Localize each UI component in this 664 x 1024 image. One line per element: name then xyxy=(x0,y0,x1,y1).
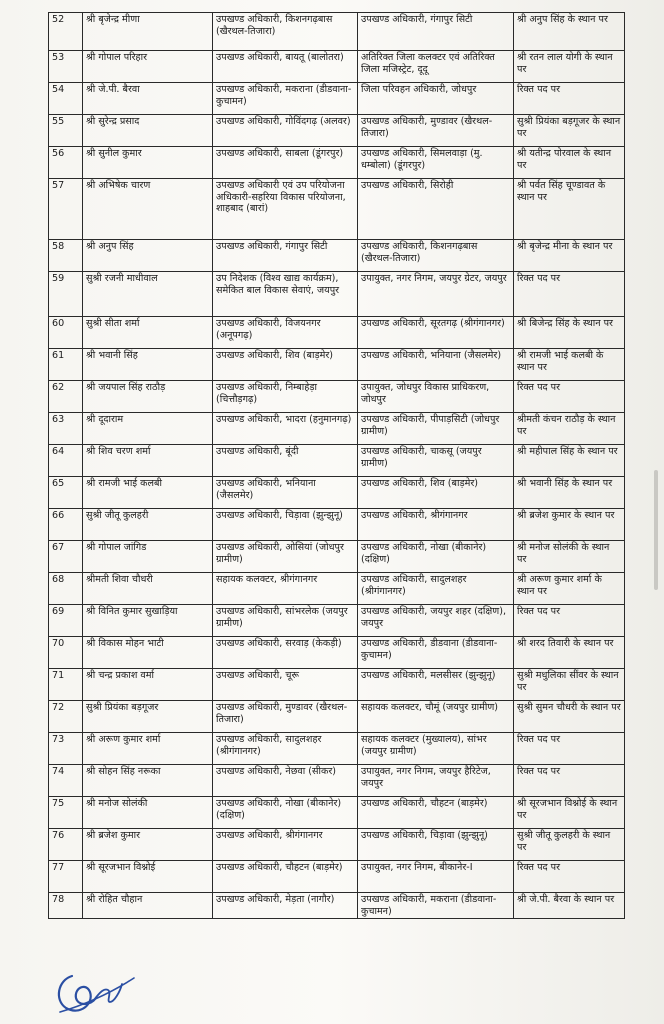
table-row xyxy=(49,317,625,349)
serial-number-cell: 75 xyxy=(49,797,83,829)
officer-name-cell: श्री बृजेन्द्र मीणा xyxy=(83,13,213,51)
officer-name-cell: श्रीमती शिवा चौधरी xyxy=(83,573,213,605)
current-posting-cell: उपखण्ड अधिकारी, गोविंदगढ़ (अलवर) xyxy=(213,115,358,147)
serial-number-cell: 54 xyxy=(49,83,83,115)
officer-name-cell: श्री सूरजभान विश्नोई xyxy=(83,861,213,893)
current-posting-cell: उपखण्ड अधिकारी, सांभरलेक (जयपुर ग्रामीण) xyxy=(213,605,358,637)
table-row xyxy=(49,115,625,147)
new-posting-cell: उपखण्ड अधिकारी, शिव (बाड़मेर) xyxy=(358,477,514,509)
remark-cell: श्री जे.पी. बैरवा के स्थान पर xyxy=(514,893,625,919)
remark-cell: रिक्त पद पर xyxy=(514,83,625,115)
serial-number-cell: 71 xyxy=(49,669,83,701)
remark-cell: श्री भवानी सिंह के स्थान पर xyxy=(514,477,625,509)
current-posting-cell: उपखण्ड अधिकारी, शिव (बाड़मेर) xyxy=(213,349,358,381)
remark-cell: श्री मनोज सोलंकी के स्थान पर xyxy=(514,541,625,573)
officer-name-cell: श्री भवानी सिंह xyxy=(83,349,213,381)
officer-name-cell: श्री अरूण कुमार शर्मा xyxy=(83,733,213,765)
current-posting-cell: उपखण्ड अधिकारी, मेड़ता (नागौर) xyxy=(213,893,358,919)
officer-name-cell: श्री सुरेन्द्र प्रसाद xyxy=(83,115,213,147)
serial-number-cell: 74 xyxy=(49,765,83,797)
table-row xyxy=(49,605,625,637)
serial-number-cell: 70 xyxy=(49,637,83,669)
current-posting-cell: उपखण्ड अधिकारी, गंगापुर सिटी xyxy=(213,240,358,272)
table-body xyxy=(49,13,625,919)
officer-name-cell: श्री दूदाराम xyxy=(83,413,213,445)
serial-number-cell: 77 xyxy=(49,861,83,893)
table-row xyxy=(49,637,625,669)
current-posting-cell: उपखण्ड अधिकारी, मुण्डावर (खैरथल-तिजारा) xyxy=(213,701,358,733)
new-posting-cell: उपखण्ड अधिकारी, श्रीगंगानगर xyxy=(358,509,514,541)
new-posting-cell: उपायुक्त, नगर निगम, जयपुर ग्रेटर, जयपुर xyxy=(358,272,514,317)
serial-number-cell: 52 xyxy=(49,13,83,51)
table-row xyxy=(49,445,625,477)
table-row xyxy=(49,861,625,893)
serial-number-cell: 64 xyxy=(49,445,83,477)
remark-cell: श्री बृजेन्द्र मीना के स्थान पर xyxy=(514,240,625,272)
serial-number-cell: 72 xyxy=(49,701,83,733)
new-posting-cell: उपखण्ड अधिकारी, चाकसू (जयपुर ग्रामीण) xyxy=(358,445,514,477)
table-row xyxy=(49,240,625,272)
remark-cell: श्री अरूण कुमार शर्मा के स्थान पर xyxy=(514,573,625,605)
current-posting-cell: उपखण्ड अधिकारी एवं उप परियोजना अधिकारी-सहरिया विकास परियोजना, शाहबाद (बारां) xyxy=(213,179,358,240)
remark-cell: श्री अनुप सिंह के स्थान पर xyxy=(514,13,625,51)
current-posting-cell: उपखण्ड अधिकारी, चूरू xyxy=(213,669,358,701)
remark-cell: श्री रतन लाल योगी के स्थान पर xyxy=(514,51,625,83)
new-posting-cell: उपखण्ड अधिकारी, नोखा (बीकानेर) (दक्षिण) xyxy=(358,541,514,573)
new-posting-cell: उपखण्ड अधिकारी, सूरतगढ़ (श्रीगंगानगर) xyxy=(358,317,514,349)
officer-name-cell: सुश्री प्रियंका बड़गूजर xyxy=(83,701,213,733)
officer-name-cell: श्री अभिषेक चारण xyxy=(83,179,213,240)
new-posting-cell: सहायक कलक्टर (मुख्यालय), सांभर (जयपुर ग्रामीण) xyxy=(358,733,514,765)
remark-cell: श्रीमती कंचन राठौड़ के स्थान पर xyxy=(514,413,625,445)
current-posting-cell: उपखण्ड अधिकारी, चौहटन (बाड़मेर) xyxy=(213,861,358,893)
table-row xyxy=(49,51,625,83)
table-row xyxy=(49,413,625,445)
new-posting-cell: उपखण्ड अधिकारी, मुण्डावर (खैरथल-तिजारा) xyxy=(358,115,514,147)
officer-name-cell: श्री विनित कुमार सुखाड़िया xyxy=(83,605,213,637)
remark-cell: रिक्त पद पर xyxy=(514,272,625,317)
officer-name-cell: सुश्री जीतू कुलहरी xyxy=(83,509,213,541)
officer-name-cell: श्री ब्रजेश कुमार xyxy=(83,829,213,861)
current-posting-cell: उपखण्ड अधिकारी, बायतू (बालोतरा) xyxy=(213,51,358,83)
table-row xyxy=(49,669,625,701)
current-posting-cell: उपखण्ड अधिकारी, सादुलशहर (श्रीगंगानगर) xyxy=(213,733,358,765)
current-posting-cell: उपखण्ड अधिकारी, चिड़ावा (झुन्झुनू) xyxy=(213,509,358,541)
serial-number-cell: 55 xyxy=(49,115,83,147)
officer-name-cell: श्री जे.पी. बैरवा xyxy=(83,83,213,115)
officer-name-cell: श्री रोहित चौहान xyxy=(83,893,213,919)
officer-name-cell: श्री विकास मोहन भाटी xyxy=(83,637,213,669)
remark-cell: रिक्त पद पर xyxy=(514,861,625,893)
officer-name-cell: श्री सुनील कुमार xyxy=(83,147,213,179)
serial-number-cell: 76 xyxy=(49,829,83,861)
remark-cell: श्री रामजी भाई कलबी के स्थान पर xyxy=(514,349,625,381)
new-posting-cell: उपखण्ड अधिकारी, भनियाना (जैसलमेर) xyxy=(358,349,514,381)
serial-number-cell: 60 xyxy=(49,317,83,349)
table-row xyxy=(49,509,625,541)
remark-cell: रिक्त पद पर xyxy=(514,765,625,797)
current-posting-cell: उपखण्ड अधिकारी, सरवाड़ (केकड़ी) xyxy=(213,637,358,669)
officer-name-cell: श्री रामजी भाई कलबी xyxy=(83,477,213,509)
new-posting-cell: उपखण्ड अधिकारी, सिमलवाड़ा (मु. धम्बोला) (डूंगरपुर) xyxy=(358,147,514,179)
remark-cell: रिक्त पद पर xyxy=(514,605,625,637)
table-row xyxy=(49,272,625,317)
table-row xyxy=(49,797,625,829)
new-posting-cell: अतिरिक्त जिला कलक्टर एवं अतिरिक्त जिला मजिस्ट्रेट, दूदू xyxy=(358,51,514,83)
officer-name-cell: श्री गोपाल जांगिड xyxy=(83,541,213,573)
new-posting-cell: उपायुक्त, जोधपुर विकास प्राधिकरण, जोधपुर xyxy=(358,381,514,413)
remark-cell: श्री शरद तिवारी के स्थान पर xyxy=(514,637,625,669)
table-row xyxy=(49,83,625,115)
table-row xyxy=(49,349,625,381)
table-row xyxy=(49,733,625,765)
table-row xyxy=(49,893,625,919)
transfer-order-table xyxy=(48,12,625,919)
current-posting-cell: उपखण्ड अधिकारी, साबला (डूंगरपुर) xyxy=(213,147,358,179)
officer-name-cell: श्री गोपाल परिहार xyxy=(83,51,213,83)
table-row xyxy=(49,701,625,733)
serial-number-cell: 78 xyxy=(49,893,83,919)
remark-cell: सुश्री मधुलिका सींवर के स्थान पर xyxy=(514,669,625,701)
current-posting-cell: उपखण्ड अधिकारी, बूंदी xyxy=(213,445,358,477)
serial-number-cell: 63 xyxy=(49,413,83,445)
table-row xyxy=(49,829,625,861)
current-posting-cell: उपखण्ड अधिकारी, नेछवा (सीकर) xyxy=(213,765,358,797)
remark-cell: श्री यतीन्द्र पोरवाल के स्थान पर xyxy=(514,147,625,179)
serial-number-cell: 73 xyxy=(49,733,83,765)
remark-cell: सुश्री सुमन चौधरी के स्थान पर xyxy=(514,701,625,733)
new-posting-cell: उपखण्ड अधिकारी, सादुलशहर (श्रीगंगानगर) xyxy=(358,573,514,605)
serial-number-cell: 58 xyxy=(49,240,83,272)
current-posting-cell: उपखण्ड अधिकारी, निम्बाहेड़ा (चित्तौड़गढ़) xyxy=(213,381,358,413)
serial-number-cell: 62 xyxy=(49,381,83,413)
remark-cell: सुश्री जीतू कुलहरी के स्थान पर xyxy=(514,829,625,861)
new-posting-cell: उपखण्ड अधिकारी, जयपुर शहर (दक्षिण), जयपुर xyxy=(358,605,514,637)
current-posting-cell: उपखण्ड अधिकारी, भादरा (हनुमानगढ़) xyxy=(213,413,358,445)
new-posting-cell: उपायुक्त, नगर निगम, जयपुर हैरिटेज, जयपुर xyxy=(358,765,514,797)
new-posting-cell: उपखण्ड अधिकारी, चिड़ावा (झुन्झुनू) xyxy=(358,829,514,861)
serial-number-cell: 69 xyxy=(49,605,83,637)
table-row xyxy=(49,147,625,179)
new-posting-cell: उपखण्ड अधिकारी, पीपाड़सिटी (जोधपुर ग्रामीण) xyxy=(358,413,514,445)
new-posting-cell: उपखण्ड अधिकारी, डीडवाना (डीडवाना-कुचामन) xyxy=(358,637,514,669)
handwritten-signature-icon xyxy=(50,962,140,1020)
serial-number-cell: 66 xyxy=(49,509,83,541)
new-posting-cell: उपखण्ड अधिकारी, गंगापुर सिटी xyxy=(358,13,514,51)
current-posting-cell: उपखण्ड अधिकारी, मकराना (डीडवाना-कुचामन) xyxy=(213,83,358,115)
serial-number-cell: 57 xyxy=(49,179,83,240)
new-posting-cell: उपखण्ड अधिकारी, मकराना (डीडवाना-कुचामन) xyxy=(358,893,514,919)
table-row xyxy=(49,179,625,240)
officer-name-cell: श्री जयपाल सिंह राठौड़ xyxy=(83,381,213,413)
new-posting-cell: उपखण्ड अधिकारी, मलसीसर (झुन्झुनू) xyxy=(358,669,514,701)
officer-name-cell: श्री शिव चरण शर्मा xyxy=(83,445,213,477)
current-posting-cell: सहायक कलक्टर, श्रीगंगानगर xyxy=(213,573,358,605)
officer-name-cell: श्री चन्द्र प्रकाश वर्मा xyxy=(83,669,213,701)
officer-name-cell: श्री सोहन सिंह नरूका xyxy=(83,765,213,797)
officer-name-cell: सुश्री सीता शर्मा xyxy=(83,317,213,349)
serial-number-cell: 68 xyxy=(49,573,83,605)
remark-cell: श्री सूरजभान विश्नोई के स्थान पर xyxy=(514,797,625,829)
current-posting-cell: उपखण्ड अधिकारी, श्रीगंगानगर xyxy=(213,829,358,861)
new-posting-cell: सहायक कलक्टर, चौमूं (जयपुर ग्रामीण) xyxy=(358,701,514,733)
table-row xyxy=(49,573,625,605)
page-edge-shadow xyxy=(654,470,658,590)
current-posting-cell: उपखण्ड अधिकारी, ओसियां (जोधपुर ग्रामीण) xyxy=(213,541,358,573)
serial-number-cell: 53 xyxy=(49,51,83,83)
remark-cell: श्री ब्रजेश कुमार के स्थान पर xyxy=(514,509,625,541)
new-posting-cell: उपखण्ड अधिकारी, चौहटन (बाड़मेर) xyxy=(358,797,514,829)
remark-cell: श्री महीपाल सिंह के स्थान पर xyxy=(514,445,625,477)
table-row xyxy=(49,13,625,51)
serial-number-cell: 59 xyxy=(49,272,83,317)
remark-cell: सुश्री प्रियंका बड़गूजर के स्थान पर xyxy=(514,115,625,147)
officer-name-cell: श्री अनुप सिंह xyxy=(83,240,213,272)
current-posting-cell: उपखण्ड अधिकारी, भनियाना (जैसलमेर) xyxy=(213,477,358,509)
officer-name-cell: सुश्री रजनी माधीवाल xyxy=(83,272,213,317)
officer-name-cell: श्री मनोज सोलंकी xyxy=(83,797,213,829)
table-row xyxy=(49,381,625,413)
serial-number-cell: 67 xyxy=(49,541,83,573)
remark-cell: श्री पर्वत सिंह चूण्डावत के स्थान पर xyxy=(514,179,625,240)
current-posting-cell: उपखण्ड अधिकारी, किशनगढ़बास (खैरथल-तिजारा) xyxy=(213,13,358,51)
new-posting-cell: उपायुक्त, नगर निगम, बीकानेर-I xyxy=(358,861,514,893)
table-row xyxy=(49,541,625,573)
new-posting-cell: उपखण्ड अधिकारी, सिरोही xyxy=(358,179,514,240)
serial-number-cell: 56 xyxy=(49,147,83,179)
table-row xyxy=(49,765,625,797)
remark-cell: रिक्त पद पर xyxy=(514,733,625,765)
table-row xyxy=(49,477,625,509)
current-posting-cell: उपखण्ड अधिकारी, नोखा (बीकानेर) (दक्षिण) xyxy=(213,797,358,829)
new-posting-cell: उपखण्ड अधिकारी, किशनगढ़बास (खैरथल-तिजारा) xyxy=(358,240,514,272)
serial-number-cell: 61 xyxy=(49,349,83,381)
new-posting-cell: जिला परिवहन अधिकारी, जोधपुर xyxy=(358,83,514,115)
current-posting-cell: उप निदेशक (विश्व खाद्य कार्यक्रम), समेकित बाल विकास सेवाएं, जयपुर xyxy=(213,272,358,317)
current-posting-cell: उपखण्ड अधिकारी, विजयनगर (अनूपगढ़) xyxy=(213,317,358,349)
remark-cell: रिक्त पद पर xyxy=(514,381,625,413)
serial-number-cell: 65 xyxy=(49,477,83,509)
remark-cell: श्री बिजेन्द्र सिंह के स्थान पर xyxy=(514,317,625,349)
